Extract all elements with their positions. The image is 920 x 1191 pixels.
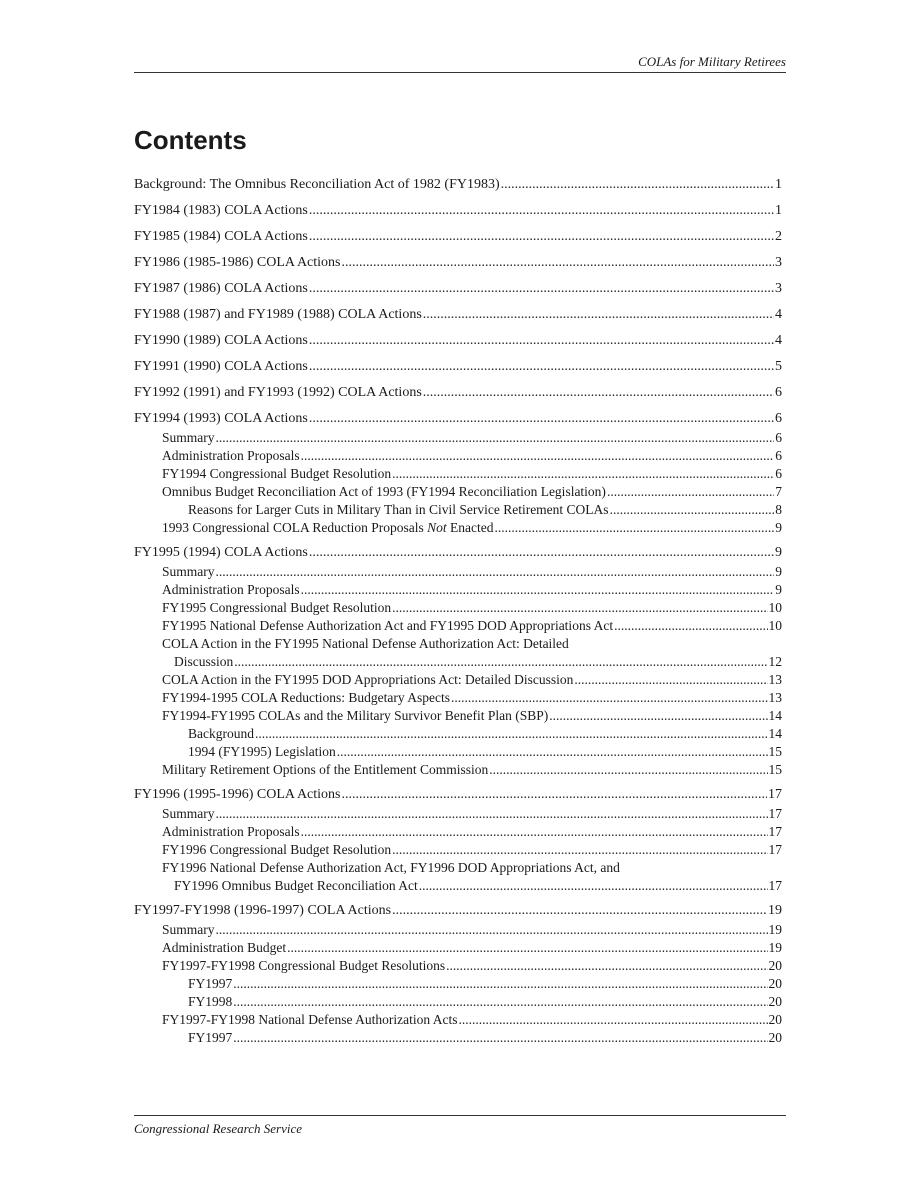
toc-subentry[interactable]: FY1994-FY1995 COLAs and the Military Survivor Benefit Plan (SBP) ..... 14	[134, 707, 782, 725]
toc-subentry[interactable]: FY1995 National Defense Authorization Act and FY1995 DOD Appropriations Act ..... 10	[134, 617, 782, 635]
toc-subentry[interactable]: Military Retirement Options of the Entitlement Commission ..... 15	[134, 761, 782, 779]
toc-subsubentry[interactable]: Reasons for Larger Cuts in Military Than in Civil Service Retirement COLAs ..... 8	[134, 501, 782, 519]
toc-entry[interactable]: FY1997-FY1998 (1996-1997) COLA Actions ..... 19	[134, 901, 782, 921]
toc-entry[interactable]: FY1988 (1987) and FY1989 (1988) COLA Actions ..... 4	[134, 305, 782, 325]
toc-subentry[interactable]: FY1994 Congressional Budget Resolution ..... 6	[134, 465, 782, 483]
toc-subsubentry[interactable]: 1994 (FY1995) Legislation ..... 15	[134, 743, 782, 761]
toc-subsubentry[interactable]: FY1997 ..... 20	[134, 1029, 782, 1047]
toc-subentry[interactable]: FY1997-FY1998 Congressional Budget Resolutions ..... 20	[134, 957, 782, 975]
toc-entry[interactable]: FY1985 (1984) COLA Actions ..... 2	[134, 227, 782, 247]
toc-subentry[interactable]: FY1994-1995 COLA Reductions: Budgetary Aspects ..... 13	[134, 689, 782, 707]
toc-entry[interactable]: FY1991 (1990) COLA Actions ..... 5	[134, 357, 782, 377]
toc-entry[interactable]: FY1987 (1986) COLA Actions ..... 3	[134, 279, 782, 299]
toc-entry[interactable]: FY1992 (1991) and FY1993 (1992) COLA Actions ..... 6	[134, 383, 782, 403]
toc-entry[interactable]: FY1996 (1995-1996) COLA Actions ..... 17	[134, 785, 782, 805]
toc-entry[interactable]: FY1990 (1989) COLA Actions ..... 4	[134, 331, 782, 351]
page-title: Contents	[134, 125, 247, 155]
toc-subentry[interactable]: Omnibus Budget Reconciliation Act of 1993 (FY1994 Reconciliation Legislation) ..... 7	[134, 483, 782, 501]
toc-subentry[interactable]: Administration Budget ..... 19	[134, 939, 782, 957]
running-header: COLAs for Military Retirees	[638, 54, 786, 69]
toc-subentry-line1[interactable]: FY1996 National Defense Authorization Act, FY1996 DOD Appropriations Act, and	[162, 860, 620, 875]
toc-subentry[interactable]: Summary ..... 19	[134, 921, 782, 939]
toc-subentry[interactable]: Discussion ..... 12	[134, 653, 782, 671]
toc-entry[interactable]: Background: The Omnibus Reconciliation Act of 1982 (FY1983) ..... 1	[134, 175, 782, 195]
header-rule	[134, 72, 786, 73]
toc-subentry[interactable]: 1993 Congressional COLA Reduction Proposals Not Enacted ..... 9	[134, 519, 782, 537]
toc-entry[interactable]: FY1986 (1985-1986) COLA Actions ..... 3	[134, 253, 782, 273]
toc-subentry[interactable]: COLA Action in the FY1995 DOD Appropriations Act: Detailed Discussion ..... 13	[134, 671, 782, 689]
toc-subentry[interactable]: FY1996 Congressional Budget Resolution ..... 17	[134, 841, 782, 859]
toc-subsubentry[interactable]: FY1997 ..... 20	[134, 975, 782, 993]
toc-subentry[interactable]: FY1995 Congressional Budget Resolution ..... 10	[134, 599, 782, 617]
toc-subsubentry[interactable]: FY1998 ..... 20	[134, 993, 782, 1011]
toc-entry[interactable]: FY1984 (1983) COLA Actions ..... 1	[134, 201, 782, 221]
toc-entry[interactable]: FY1994 (1993) COLA Actions ..... 6	[134, 409, 782, 429]
toc-subentry[interactable]: Administration Proposals ..... 9	[134, 581, 782, 599]
toc-subentry[interactable]: FY1996 Omnibus Budget Reconciliation Act ..... 17	[134, 877, 782, 895]
toc-subentry[interactable]: Summary ..... 9	[134, 563, 782, 581]
footer-rule	[134, 1115, 786, 1116]
toc-subentry-line1[interactable]: COLA Action in the FY1995 National Defense Authorization Act: Detailed	[162, 636, 569, 651]
toc-subentry[interactable]: Summary ..... 17	[134, 805, 782, 823]
toc-subentry[interactable]: Administration Proposals ..... 6	[134, 447, 782, 465]
toc-entry[interactable]: FY1995 (1994) COLA Actions ..... 9	[134, 543, 782, 563]
toc-subentry[interactable]: FY1997-FY1998 National Defense Authorization Acts ..... 20	[134, 1011, 782, 1029]
toc-subentry[interactable]: Summary ..... 6	[134, 429, 782, 447]
toc-subsubentry[interactable]: Background ..... 14	[134, 725, 782, 743]
footer-publisher: Congressional Research Service	[134, 1121, 302, 1136]
toc-subentry[interactable]: Administration Proposals ..... 17	[134, 823, 782, 841]
table-of-contents	[134, 175, 782, 1047]
